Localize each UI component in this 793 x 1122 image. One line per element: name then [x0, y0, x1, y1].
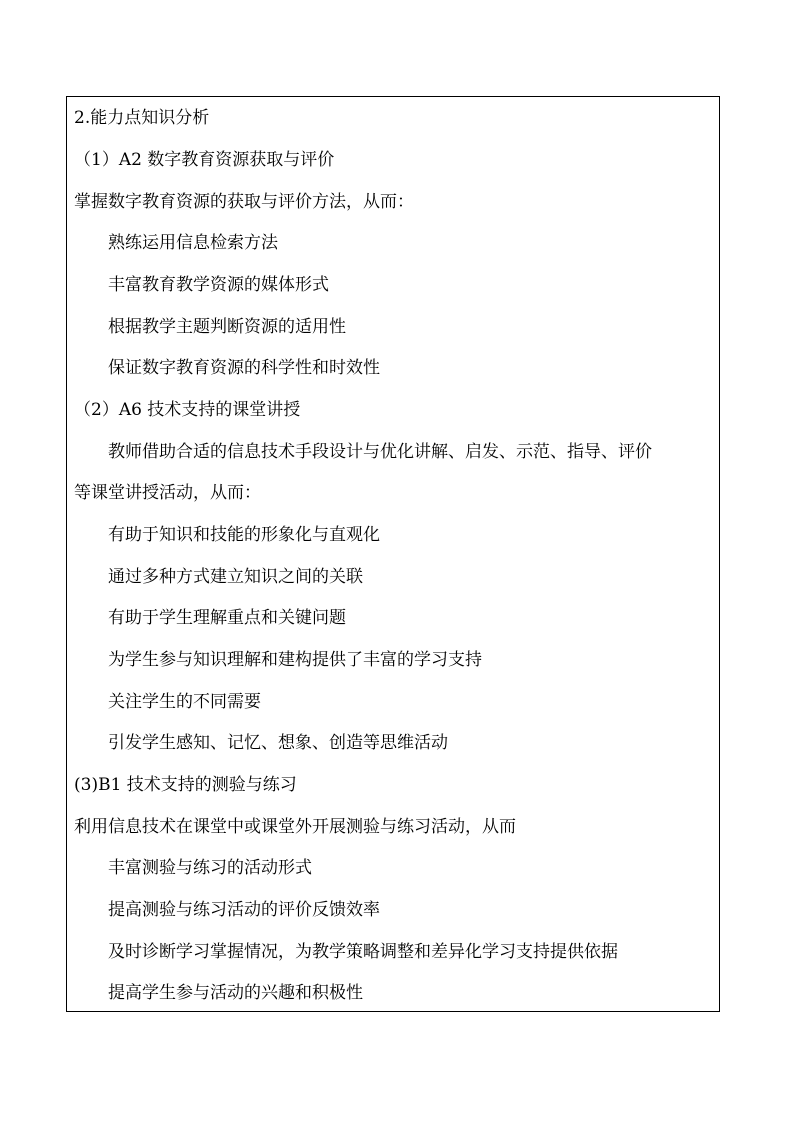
paragraph-line: 利用信息技术在课堂中或课堂外开展测验与练习活动，从而 [74, 817, 516, 837]
list-item: 提高学生参与活动的兴趣和积极性 [108, 983, 363, 1003]
list-item: 提高测验与练习活动的评价反馈效率 [108, 900, 380, 920]
list-item: 通过多种方式建立知识之间的关联 [108, 567, 363, 587]
list-item: 引发学生感知、记忆、想象、创造等思维活动 [108, 733, 448, 753]
subsection-heading-b1: (3)B1 技术支持的测验与练习 [74, 775, 297, 795]
paragraph-line: 掌握数字教育资源的获取与评价方法，从而： [74, 192, 414, 212]
subsection-heading-a2: （1）A2 数字教育资源获取与评价 [74, 150, 335, 170]
list-item: 丰富测验与练习的活动形式 [108, 858, 312, 878]
list-item: 关注学生的不同需要 [108, 692, 261, 712]
list-item: 为学生参与知识理解和建构提供了丰富的学习支持 [108, 650, 482, 670]
list-item: 保证数字教育资源的科学性和时效性 [108, 358, 380, 378]
list-item: 熟练运用信息检索方法 [108, 233, 278, 253]
list-item: 及时诊断学习掌握情况，为教学策略调整和差异化学习支持提供依据 [108, 942, 618, 962]
list-item: 有助于知识和技能的形象化与直观化 [108, 525, 380, 545]
paragraph-line: 等课堂讲授活动，从而： [74, 483, 261, 503]
list-item: 有助于学生理解重点和关键问题 [108, 608, 346, 628]
list-item: 丰富教育教学资源的媒体形式 [108, 275, 329, 295]
paragraph-line: 教师借助合适的信息技术手段设计与优化讲解、启发、示范、指导、评价 [108, 442, 652, 462]
section-heading: 2.能力点知识分析 [74, 108, 210, 128]
subsection-heading-a6: （2）A6 技术支持的课堂讲授 [74, 400, 301, 420]
list-item: 根据教学主题判断资源的适用性 [108, 317, 346, 337]
